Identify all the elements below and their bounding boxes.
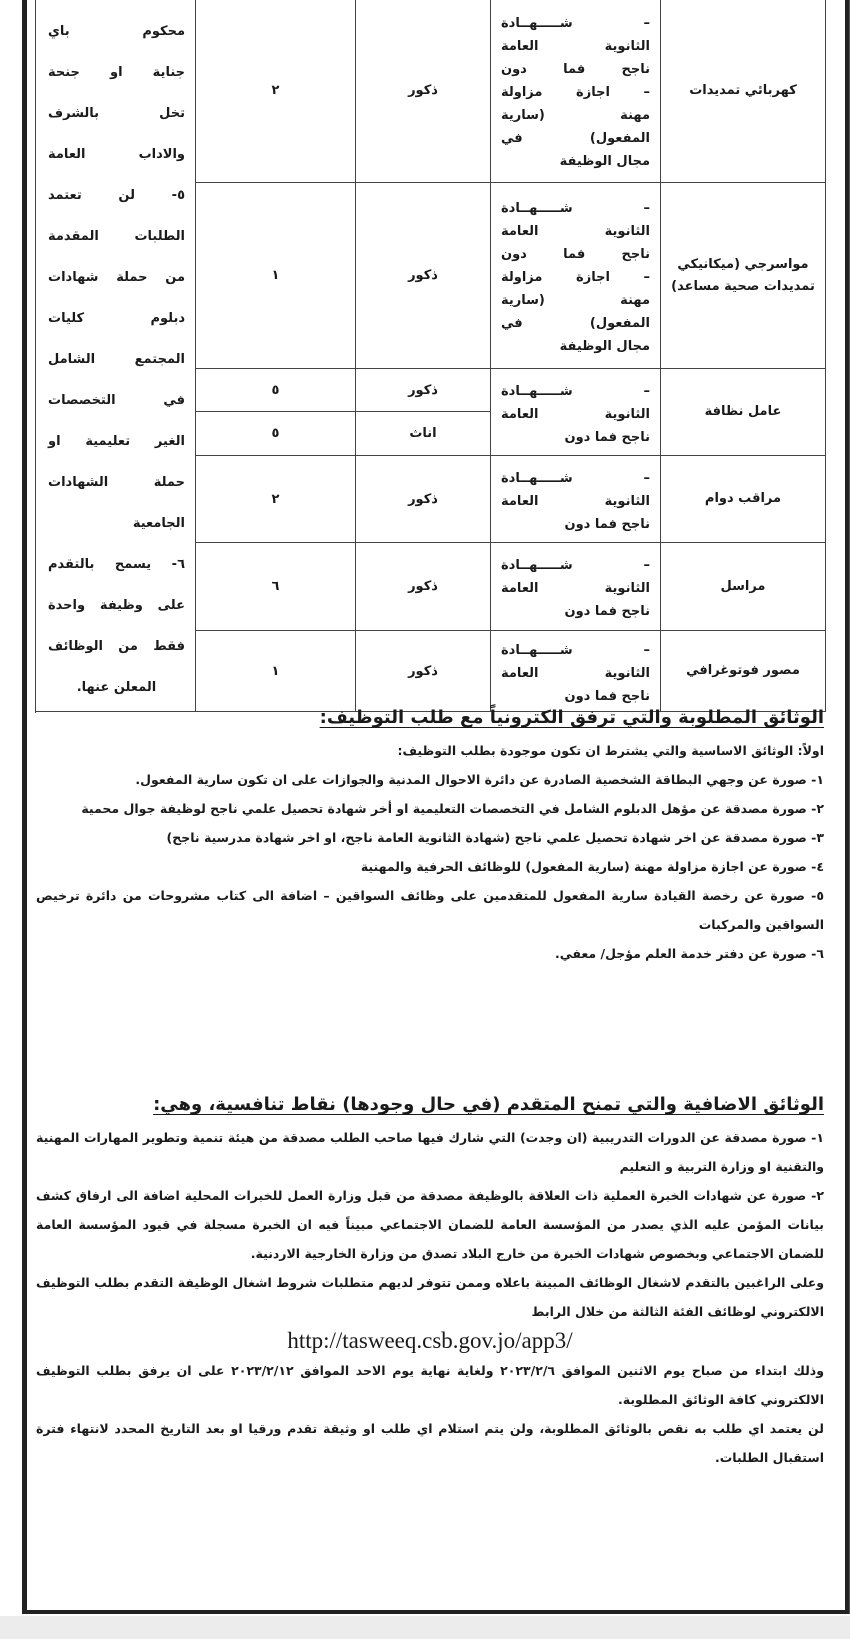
- job-title: مواسرجي (ميكانيكي تمديدات صحية مساعد): [661, 183, 826, 369]
- job-count: ٢: [196, 456, 356, 543]
- qual-line: المفعول) في: [501, 316, 650, 331]
- doc-item: ١- صورة عن وجهي البطاقة الشخصية الصادرة عن دائرة الاحوال المدنية والجوازات على ان تكون سارية المفعول.: [135, 772, 824, 787]
- qual-line: – شـــــهــادة: [501, 201, 650, 216]
- job-qualification: [491, 183, 661, 369]
- qual-line: – شـــــهــادة: [501, 558, 650, 573]
- apply-instructions: وعلى الراغبين بالتقدم لاشغال الوظائف المبينة باعلاه وممن تتوفر لديهم متطلبات شروط اشغال الوظيفة التقدم بطلب التوظيف الالكتروني لوظائف الفئة الثالثة من خلال الرابط: [36, 1275, 824, 1319]
- additional-docs-section: [36, 1091, 824, 1472]
- qual-line: – شـــــهــادة: [501, 470, 650, 486]
- section-heading: الوثائق المطلوبة والتي ترفق الكترونياً مع طلب التوظيف:: [319, 707, 824, 728]
- notes-line: تخل بالشرف: [48, 105, 185, 121]
- notes-line: حملة الشهادات: [48, 474, 185, 490]
- qual-line: – اجازة مزاولة: [501, 270, 650, 285]
- job-notes: [36, 0, 196, 712]
- table-row: [36, 0, 826, 183]
- application-link[interactable]: http://tasweeq.csb.gov.jo/app3/: [287, 1328, 573, 1353]
- job-gender: ذكور: [356, 0, 491, 183]
- job-count: ١: [196, 631, 356, 712]
- notes-line: ٦- يسمح بالتقدم: [48, 556, 185, 572]
- qual-line: ناجح فما دون: [564, 688, 650, 704]
- qual-line: ناجح فما دون: [564, 429, 650, 445]
- notes-line: المجتمع الشامل: [48, 351, 185, 367]
- warning-note: لن يعتمد اي طلب به نقص بالوثائق المطلوبة، ولن يتم استلام اي طلب او وثيقة تقدم ورقيا او بعد التاريخ المحدد لانتهاء فترة استقبال الطلبات.: [36, 1421, 824, 1465]
- notes-line: محكوم باي: [48, 23, 185, 39]
- qual-line: ناجح فما دون: [564, 516, 650, 532]
- job-gender: ذكور: [356, 183, 491, 369]
- section-heading: الوثائق الاضافية والتي تمنح المتقدم (في حال وجودها) نقاط تنافسية، وهي:: [153, 1094, 824, 1115]
- notes-line: الجامعية: [132, 515, 185, 531]
- doc-item: ٢- صورة عن شهادات الخبرة العملية ذات العلاقة بالوظيفة مصدقة من قبل وزارة العمل للخبرات المحلية اضافة الى ارفاق كشف بيانات المؤمن عليه الذي يصدر من المؤسسة العامة للضمان الاجتماعي مبيناً فيه ان الخبرة مسجلة في قيود المؤسسة العامة للضمان الاجتماعي وبخصوص شهادات الخبرة من خارج البلاد تصدق من وزارة الخارجية الاردنية.: [36, 1188, 824, 1261]
- doc-item: ٢- صورة مصدقة عن مؤهل الدبلوم الشامل في التخصصات التعليمية او أخر شهادة تحصيل علمي ناجح لوظيفة جوال محمية: [81, 801, 824, 816]
- jobs-table: [35, 0, 826, 712]
- qual-line: الثانوية العامة: [501, 406, 650, 422]
- job-count: ٢: [196, 0, 356, 183]
- application-dates: وذلك ابتداء من صباح يوم الاثنين الموافق ٢٠٢٣/٢/٦ ولغاية نهاية يوم الاحد الموافق ٢٠٢٣/٢/١٢ على ان يرفق بطلب التوظيف الالكتروني كافة الوثائق المطلوبة.: [36, 1363, 824, 1407]
- job-count: ٥: [196, 412, 356, 456]
- job-qualification: [491, 369, 661, 456]
- qual-line: مهنة (سارية: [501, 108, 650, 123]
- job-gender: ذكور: [356, 456, 491, 543]
- job-qualification: [491, 0, 661, 183]
- job-count: ٦: [196, 543, 356, 631]
- qual-line: مهنة (سارية: [501, 293, 650, 308]
- notes-line: الطلبات المقدمة: [48, 228, 185, 244]
- qual-line: ناجح فما دون: [501, 247, 650, 262]
- qual-line: – اجازة مزاولة: [501, 85, 650, 100]
- job-title: مصور فوتوغرافي: [661, 631, 826, 712]
- notes-line: جناية او جنحة: [48, 64, 185, 80]
- doc-item: ١- صورة مصدقة عن الدورات التدريبية (ان وجدت) التي شارك فيها صاحب الطلب مصدقة من هيئة تنمية وتطوير المهارات المهنية والتقنية او وزارة التربية و التعليم: [36, 1130, 824, 1174]
- qual-line: الثانوية العامة: [501, 224, 650, 239]
- job-gender: اناث: [356, 412, 491, 456]
- qual-line: – شـــــهــادة: [501, 16, 650, 31]
- qual-line: مجال الوظيفة: [559, 339, 650, 354]
- qual-line: الثانوية العامة: [501, 581, 650, 596]
- qual-line: مجال الوظيفة: [559, 154, 650, 169]
- job-gender: ذكور: [356, 631, 491, 712]
- job-count: ٥: [196, 369, 356, 412]
- job-title: مراقب دوام: [661, 456, 826, 543]
- section-intro: اولاً: الوثائق الاساسية والتي يشترط ان تكون موجودة بطلب التوظيف:: [397, 743, 824, 758]
- qual-line: الثانوية العامة: [501, 665, 650, 681]
- job-qualification: [491, 543, 661, 631]
- qual-line: المفعول) في: [501, 131, 650, 146]
- job-gender: ذكور: [356, 369, 491, 412]
- qual-line: ناجح فما دون: [501, 62, 650, 77]
- doc-item: ٤- صورة عن اجازة مزاولة مهنة (سارية المفعول) للوظائف الحرفية والمهنية: [360, 859, 824, 874]
- job-gender: ذكور: [356, 543, 491, 631]
- qual-line: – شـــــهــادة: [501, 383, 650, 399]
- notes-line: المعلن عنها.: [76, 679, 157, 695]
- notes-line: على وظيفة واحدة: [48, 597, 185, 613]
- doc-item: ٥- صورة عن رخصة القيادة سارية المفعول للمتقدمين على وظائف السواقين – اضافة الى كتاب مشروحات من دائرة ترخيص السواقين والمركبات: [36, 888, 824, 932]
- job-title: كهربائي تمديدات: [661, 0, 826, 183]
- job-title: عامل نظافة: [661, 369, 826, 456]
- notes-line: ٥- لن تعتمد: [48, 187, 185, 203]
- qual-line: الثانوية العامة: [501, 493, 650, 509]
- notes-line: في التخصصات: [48, 392, 185, 408]
- notes-line: فقط من الوظائف: [48, 638, 185, 654]
- job-qualification: [491, 456, 661, 543]
- doc-item: ٦- صورة عن دفتر خدمة العلم مؤجل/ معفي.: [554, 946, 824, 961]
- required-docs-section: [36, 704, 824, 968]
- qual-line: – شـــــهــادة: [501, 642, 650, 658]
- notes-line: دبلوم كليات: [48, 310, 185, 326]
- notes-line: الغير تعليمية او: [48, 433, 185, 449]
- notes-line: والاداب العامة: [48, 146, 185, 162]
- notes-line: من حملة شهادات: [48, 269, 185, 285]
- job-qualification: [491, 631, 661, 712]
- qual-line: الثانوية العامة: [501, 39, 650, 54]
- qual-line: ناجح فما دون: [564, 604, 650, 619]
- job-count: ١: [196, 183, 356, 369]
- doc-item: ٣- صورة مصدقة عن اخر شهادة تحصيل علمي ناجح (شهادة الثانوية العامة ناجح، او اخر شهادة مدرسية ناجح): [166, 830, 824, 845]
- job-title: مراسل: [661, 543, 826, 631]
